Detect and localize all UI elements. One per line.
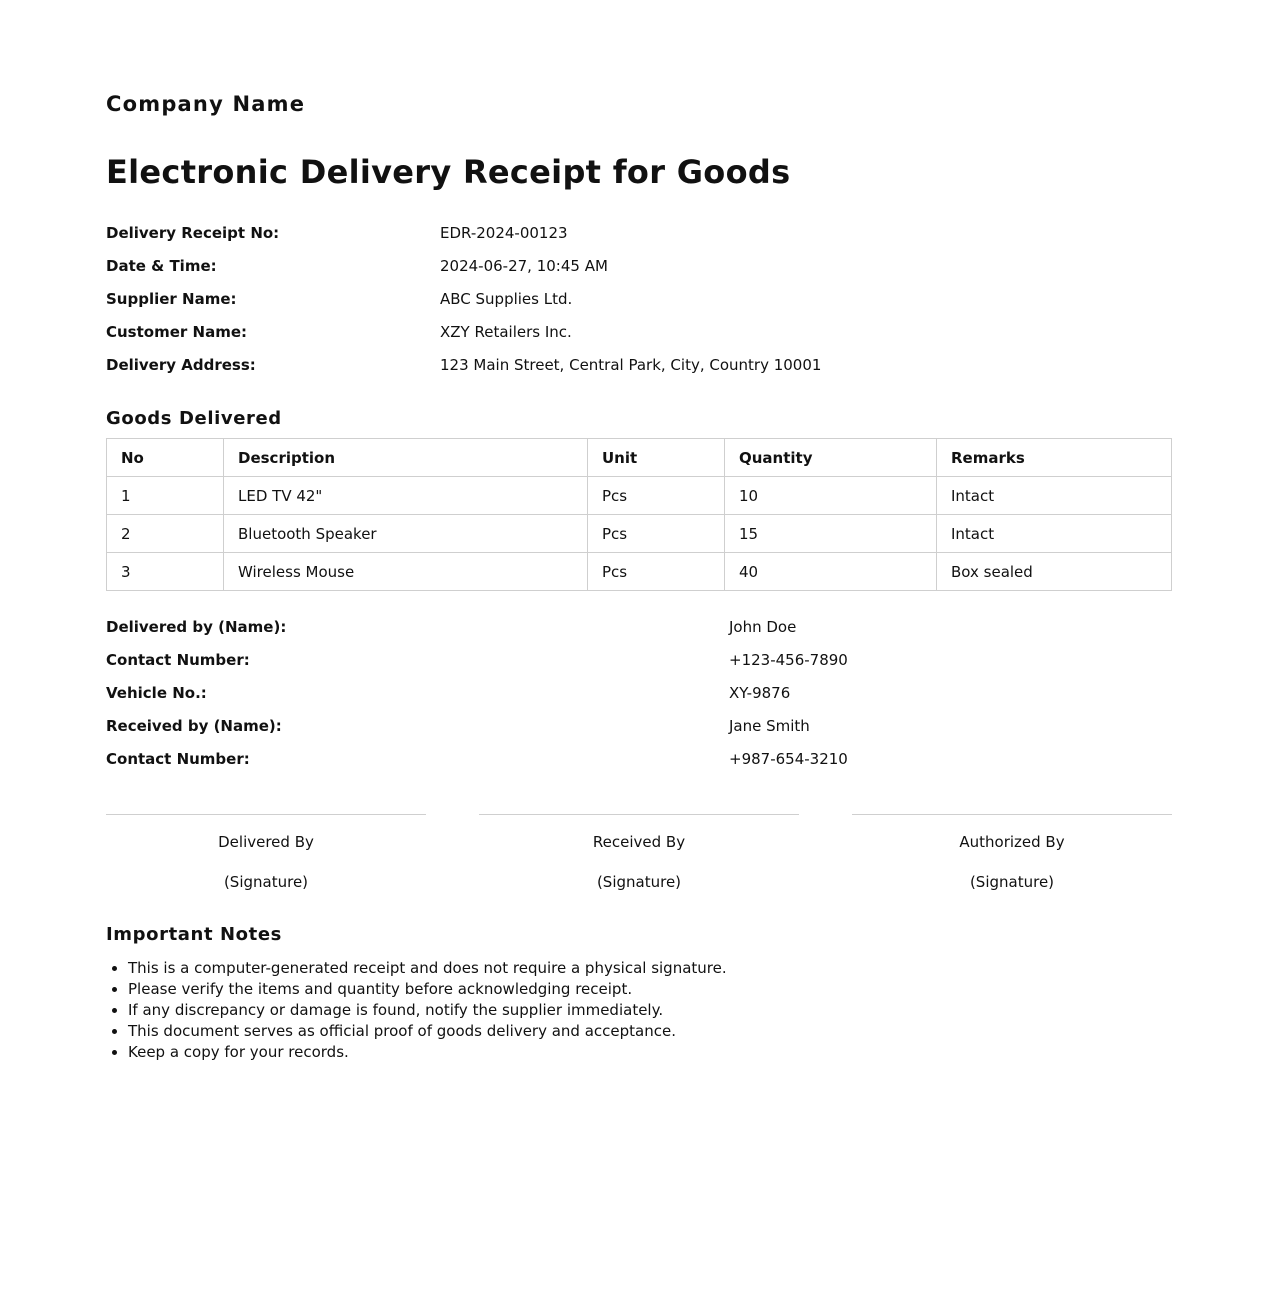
cell-description: Bluetooth Speaker [224,515,588,553]
cell-unit: Pcs [588,515,725,553]
signature-section [106,814,1172,893]
column-header-quantity: Quantity [725,439,937,477]
column-header-description: Description [224,439,588,477]
cell-description: Wireless Mouse [224,553,588,591]
notes-list [106,958,727,1063]
supplier-name-value: ABC Supplies Ltd. [440,289,573,308]
cell-no: 3 [107,553,224,591]
signature-note: (Signature) [596,873,682,891]
delivered-by-label: Delivered by (Name): [106,617,287,636]
cell-remarks: Box sealed [937,553,1172,591]
column-header-no: No [107,439,224,477]
goods-table [106,438,1172,591]
deliverer-contact-row [106,643,1172,676]
goods-section-title: Goods Delivered [106,408,282,429]
signature-authorized-by [852,814,1172,893]
customer-name-row [106,315,1172,348]
vehicle-number-value: XY-9876 [729,683,791,702]
signature-received-by [479,814,799,893]
deliverer-contact-value: +123-456-7890 [729,650,848,669]
cell-no: 2 [107,515,224,553]
signature-role: Delivered By [218,833,314,851]
vehicle-number-row [106,676,1172,709]
delivery-address-row [106,348,1172,381]
column-header-unit: Unit [588,439,725,477]
receipt-number-value: EDR-2024-00123 [440,223,568,242]
date-time-value: 2024-06-27, 10:45 AM [440,256,608,275]
table-header-row [107,439,1172,477]
cell-unit: Pcs [588,553,725,591]
receipt-info [106,216,1172,381]
customer-name-value: XZY Retailers Inc. [440,322,572,341]
delivery-info [106,610,1172,775]
delivered-by-row [106,610,1172,643]
list-item: • Please verify the items and quantity before acknowledging receipt. [128,979,727,1000]
signature-note: (Signature) [223,873,309,891]
vehicle-number-label: Vehicle No.: [106,683,207,702]
cell-description: LED TV 42" [224,477,588,515]
cell-remarks: Intact [937,477,1172,515]
cell-remarks: Intact [937,515,1172,553]
supplier-name-label: Supplier Name: [106,289,237,308]
company-name: Company Name [106,92,306,116]
received-by-row [106,709,1172,742]
receiver-contact-row [106,742,1172,775]
table-row [107,515,1172,553]
signature-role: Authorized By [959,833,1065,851]
deliverer-contact-label: Contact Number: [106,650,250,669]
receiver-contact-value: +987-654-3210 [729,749,848,768]
list-item: • Keep a copy for your records. [128,1042,727,1063]
page-title: Electronic Delivery Receipt for Goods [106,153,791,191]
cell-quantity: 40 [725,553,937,591]
table-row [107,553,1172,591]
list-item: • This is a computer-generated receipt and does not require a physical signature. [128,958,727,979]
customer-name-label: Customer Name: [106,322,247,341]
cell-unit: Pcs [588,477,725,515]
cell-no: 1 [107,477,224,515]
list-item: • If any discrepancy or damage is found, notify the supplier immediately. [128,1000,727,1021]
cell-quantity: 10 [725,477,937,515]
received-by-value: Jane Smith [729,716,810,735]
signature-delivered-by [106,814,426,893]
table-row [107,477,1172,515]
delivery-address-value: 123 Main Street, Central Park, City, Country 10001 [440,355,822,374]
notes-section-title: Important Notes [106,924,282,945]
signature-note: (Signature) [969,873,1055,891]
receiver-contact-label: Contact Number: [106,749,250,768]
receipt-number-label: Delivery Receipt No: [106,223,280,242]
receipt-number-row [106,216,1172,249]
received-by-label: Received by (Name): [106,716,282,735]
list-item: • This document serves as official proof of goods delivery and acceptance. [128,1021,727,1042]
column-header-remarks: Remarks [937,439,1172,477]
date-time-label: Date & Time: [106,256,217,275]
supplier-name-row [106,282,1172,315]
cell-quantity: 15 [725,515,937,553]
date-time-row [106,249,1172,282]
signature-role: Received By [592,833,686,851]
delivered-by-value: John Doe [729,617,797,636]
delivery-address-label: Delivery Address: [106,355,256,374]
